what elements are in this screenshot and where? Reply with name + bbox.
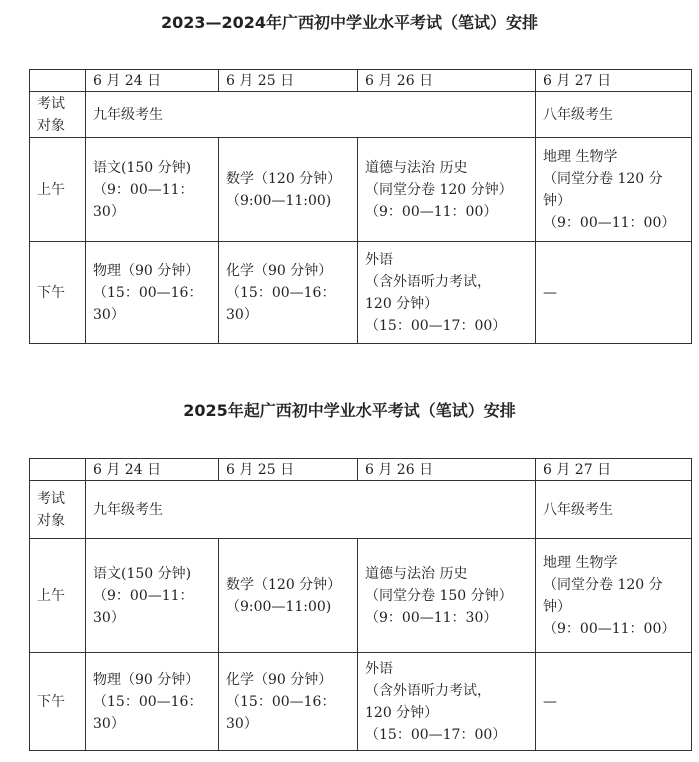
target-label-cell xyxy=(30,481,86,539)
grade9-cell: 九年级考生 xyxy=(86,481,536,539)
afternoon-row xyxy=(30,653,692,751)
morning-day3-cell xyxy=(358,539,536,653)
afternoon-day4-cell: — xyxy=(536,653,692,751)
morning-row xyxy=(30,138,692,242)
exam-subject: 外语 xyxy=(365,251,393,268)
exam-subject: 数学（120 分钟） xyxy=(226,576,342,593)
morning-row xyxy=(30,539,692,653)
afternoon-label: 下午 xyxy=(30,242,86,344)
date-header: 6 月 26 日 xyxy=(358,70,536,92)
exam-time: （15：00—16： xyxy=(93,693,203,710)
target-label-line: 考试 xyxy=(37,490,65,507)
exam-time: 30） xyxy=(93,609,125,626)
exam-subject: 化学（90 分钟） xyxy=(226,671,333,688)
exam-subject: 化学（90 分钟） xyxy=(226,262,333,279)
date-header: 6 月 25 日 xyxy=(219,70,358,92)
exam-duration: （同堂分卷 120 分钟） xyxy=(365,181,513,198)
morning-day2-cell xyxy=(219,539,358,653)
exam-subject: 物理（90 分钟） xyxy=(93,262,200,279)
table-1-title: 2023—2024年广西初中学业水平考试（笔试）安排 xyxy=(160,13,539,32)
afternoon-day3-cell xyxy=(358,653,536,751)
afternoon-day1-cell xyxy=(86,242,219,344)
exam-note: （含外语听力考试， xyxy=(365,682,491,699)
exam-subject: 地理 生物学 xyxy=(543,148,618,165)
exam-subject: 道德与法治 历史 xyxy=(365,565,468,582)
exam-time: （9:00—11:00) xyxy=(226,598,332,615)
exam-time: （9：00—11：00） xyxy=(543,214,676,231)
morning-day1-cell xyxy=(86,138,219,242)
date-header: 6 月 24 日 xyxy=(86,459,219,481)
afternoon-day2-cell xyxy=(219,242,358,344)
exam-schedule-table-2023-2024 xyxy=(29,69,692,344)
grade9-cell: 九年级考生 xyxy=(86,92,536,138)
afternoon-label: 下午 xyxy=(30,653,86,751)
afternoon-day3-cell xyxy=(358,242,536,344)
target-row xyxy=(30,481,692,539)
exam-subject: 数学（120 分钟） xyxy=(226,170,342,187)
date-header: 6 月 27 日 xyxy=(536,70,692,92)
target-row xyxy=(30,92,692,138)
exam-time: 30） xyxy=(93,715,125,732)
exam-time: （9：00—11： xyxy=(93,181,194,198)
exam-time: （15：00—17：00） xyxy=(365,317,507,334)
grade8-cell: 八年级考生 xyxy=(536,481,692,539)
exam-time: 30） xyxy=(93,203,125,220)
exam-schedule-table-2025 xyxy=(29,458,692,751)
exam-time: （9：00—11：00） xyxy=(365,203,498,220)
exam-time: 30） xyxy=(93,306,125,323)
exam-time: （15：00—16： xyxy=(226,693,336,710)
exam-duration: 钟） xyxy=(543,598,571,615)
exam-duration: （同堂分卷 150 分钟） xyxy=(365,587,513,604)
exam-note: （含外语听力考试， xyxy=(365,273,491,290)
target-label-line: 考试 xyxy=(37,95,65,112)
date-header: 6 月 26 日 xyxy=(358,459,536,481)
target-label-cell xyxy=(30,92,86,138)
exam-time: （9：00—11：00） xyxy=(543,620,676,637)
morning-label: 上午 xyxy=(30,539,86,653)
exam-time: 30） xyxy=(226,306,258,323)
morning-label: 上午 xyxy=(30,138,86,242)
exam-subject: 外语 xyxy=(365,660,393,677)
afternoon-row xyxy=(30,242,692,344)
exam-subject: 道德与法治 历史 xyxy=(365,159,468,176)
morning-day4-cell xyxy=(536,539,692,653)
date-header: 6 月 24 日 xyxy=(86,70,219,92)
exam-duration: 120 分钟） xyxy=(365,295,439,312)
morning-day3-cell xyxy=(358,138,536,242)
table-2-title: 2025年起广西初中学业水平考试（笔试）安排 xyxy=(183,401,516,420)
afternoon-day2-cell xyxy=(219,653,358,751)
exam-subject: 地理 生物学 xyxy=(543,554,618,571)
exam-time: （15：00—16： xyxy=(226,284,336,301)
exam-subject: 语文(150 分钟) xyxy=(93,565,192,582)
date-header-row xyxy=(30,70,692,92)
corner-cell xyxy=(30,70,86,92)
exam-duration: （同堂分卷 120 分 xyxy=(543,170,663,187)
exam-time: （9:00—11:00) xyxy=(226,192,332,209)
date-header: 6 月 27 日 xyxy=(536,459,692,481)
exam-duration: 钟） xyxy=(543,192,571,209)
afternoon-day1-cell xyxy=(86,653,219,751)
exam-subject: 语文(150 分钟) xyxy=(93,159,192,176)
grade8-cell: 八年级考生 xyxy=(536,92,692,138)
date-header: 6 月 25 日 xyxy=(219,459,358,481)
target-label-line: 对象 xyxy=(37,117,65,134)
corner-cell xyxy=(30,459,86,481)
exam-time: （15：00—17：00） xyxy=(365,726,507,743)
exam-duration: （同堂分卷 120 分 xyxy=(543,576,663,593)
morning-day1-cell xyxy=(86,539,219,653)
morning-day2-cell xyxy=(219,138,358,242)
afternoon-day4-cell: — xyxy=(536,242,692,344)
exam-time: （9：00—11：30） xyxy=(365,609,498,626)
exam-duration: 120 分钟） xyxy=(365,704,439,721)
exam-time: （9：00—11： xyxy=(93,587,194,604)
morning-day4-cell xyxy=(536,138,692,242)
exam-time: （15：00—16： xyxy=(93,284,203,301)
exam-subject: 物理（90 分钟） xyxy=(93,671,200,688)
date-header-row xyxy=(30,459,692,481)
target-label-line: 对象 xyxy=(37,512,65,529)
exam-time: 30） xyxy=(226,715,258,732)
